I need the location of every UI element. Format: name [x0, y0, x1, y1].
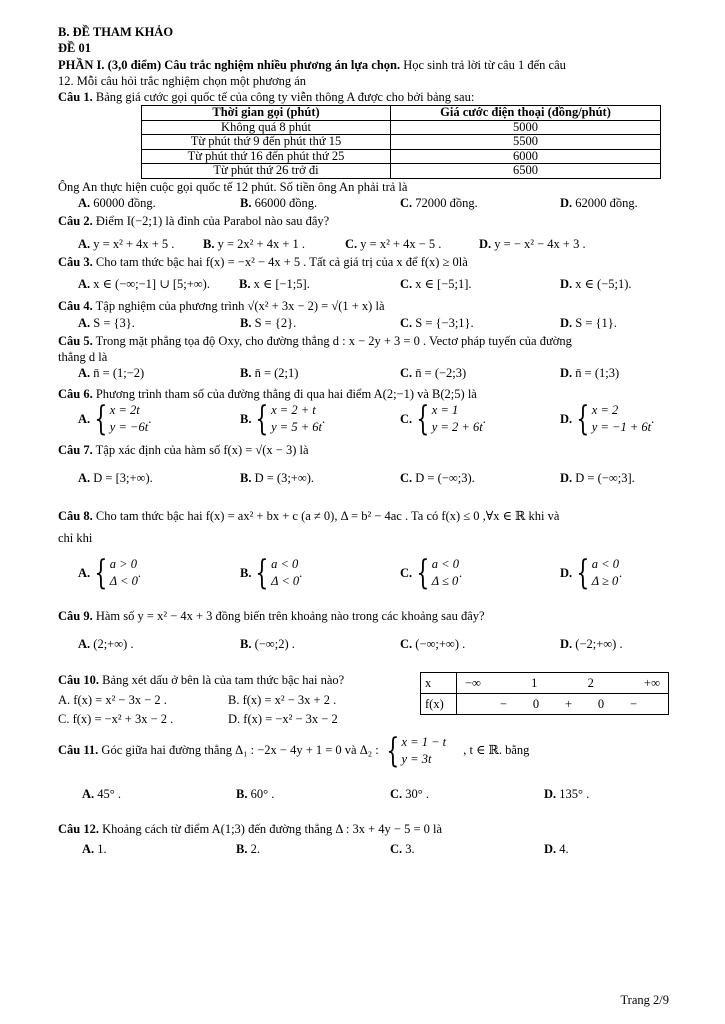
option[interactable]: B. 66000 đồng. — [240, 196, 318, 210]
option[interactable]: A. n̄ = (1;−2) — [78, 366, 145, 381]
question-3-options — [78, 276, 669, 292]
question-2-options — [78, 236, 669, 252]
question-5: Câu 5. Trong mặt phẳng tọa độ Oxy, cho đường thẳng d : x − 2y + 3 = 0 . Vectơ pháp tuyến của đường — [58, 333, 572, 348]
option[interactable]: A. { a > 0 Δ < 0 . — [78, 552, 141, 593]
option[interactable]: B. D = (3;+∞). — [240, 471, 315, 485]
option[interactable]: C. x ∈ [−5;1]. — [400, 277, 472, 291]
question-9: Câu 9. Hàm số y = x² − 4x + 3 đồng biến trên khoảng nào trong các khoảng sau đây? — [58, 608, 485, 623]
option[interactable]: C. f(x) = −x² + 3x − 2 . — [58, 711, 174, 726]
option[interactable]: C. { x = 1 y = 2 + 6t . — [400, 398, 486, 439]
question-8-line2: chỉ khi — [58, 530, 93, 545]
price-table-cell: Từ phút thứ 26 trở đi — [142, 164, 391, 179]
option[interactable]: C. { a < 0 Δ ≤ 0 . — [400, 552, 463, 593]
sign-table-cell: 0 — [597, 697, 605, 712]
price-table-cell: 6500 — [391, 164, 661, 179]
question-7: Câu 7. Tập xác định của hàm số f(x) = √(x − 3) là — [58, 442, 309, 457]
option[interactable]: C. n̄ = (−2;3) — [400, 366, 467, 381]
question-12: Câu 12. Khoảng cách từ điểm A(1;3) đến đường thẳng Δ : 3x + 4y − 5 = 0 là — [58, 821, 443, 836]
sign-table-cell: 1 — [531, 676, 538, 691]
question-7-options — [78, 470, 669, 486]
price-table-cell: 6000 — [391, 149, 661, 164]
option[interactable]: C. y = x² + 4x − 5 . — [345, 236, 442, 251]
option[interactable]: B. S = {2}. — [240, 315, 297, 330]
option[interactable]: D. { x = 2 y = −1 + 6t . — [560, 398, 655, 439]
option[interactable]: D. f(x) = −x² − 3x − 2 — [228, 711, 338, 726]
section-heading: B. ĐỀ THAM KHẢO — [58, 25, 174, 39]
price-table — [141, 105, 661, 179]
question-8-options — [78, 552, 669, 593]
sign-table-cell: f(x) — [421, 694, 457, 715]
option[interactable]: C. 72000 đồng. — [400, 196, 478, 210]
question-4: Câu 4. Tập nghiệm của phương trình √(x² + 3x − 2) = √(1 + x) là — [58, 299, 385, 314]
option[interactable]: B. 2. — [236, 841, 260, 856]
sign-table-cell: −∞ — [465, 676, 481, 691]
option[interactable]: B. { x = 2 + t y = 5 + 6t . — [240, 398, 326, 439]
question-5-options — [78, 365, 669, 381]
option[interactable]: B. (−∞;2) . — [240, 637, 295, 651]
price-table-cell: Không quá 8 phút — [142, 120, 391, 135]
question-12-options — [82, 841, 669, 857]
question-5-line2: thẳng d là — [58, 350, 108, 364]
option[interactable]: D. x ∈ (−5;1). — [560, 277, 632, 291]
option[interactable]: D. 62000 đồng. — [560, 196, 638, 210]
option[interactable]: B. 60° . — [236, 787, 275, 802]
option[interactable]: B. n̄ = (2;1) — [240, 366, 299, 381]
option[interactable]: D. S = {1}. — [560, 315, 617, 330]
option[interactable]: C. D = (−∞;3). — [400, 471, 475, 485]
question-6: Câu 6. Phương trình tham số của đường thẳng đi qua hai điểm A(2;−1) và B(2;5) là — [58, 386, 477, 401]
option[interactable]: D. n̄ = (1;3) — [560, 366, 620, 381]
option[interactable]: A. x ∈ (−∞;−1] ∪ [5;+∞). — [78, 277, 210, 291]
sign-table-cell: 0 — [532, 697, 540, 712]
part1-intro-line2: 12. Mỗi câu hỏi trắc nghiệm chọn một phương án — [58, 73, 307, 88]
sign-table-cell: + — [564, 697, 573, 712]
price-table-cell: Từ phút thứ 16 đến phút thứ 25 — [142, 149, 391, 164]
sign-table — [420, 672, 669, 715]
price-table-header: Thời gian gọi (phút) — [142, 106, 391, 121]
option[interactable]: D. 4. — [544, 841, 569, 856]
sign-table-cell: +∞ — [644, 676, 660, 691]
sign-table-cell: 2 — [587, 676, 594, 691]
option[interactable]: B. y = 2x² + 4x + 1 . — [203, 236, 305, 251]
option[interactable]: A. 1. — [82, 841, 107, 856]
option[interactable]: C. S = {−3;1}. — [400, 315, 474, 330]
option[interactable]: C. 3. — [390, 841, 415, 856]
sign-table-cell: − — [499, 697, 507, 712]
option[interactable]: A. 60000 đồng. — [78, 196, 156, 210]
question-1: Câu 1. Bảng giá cước gọi quốc tế của công ty viễn thông A được cho bởi bảng sau: — [58, 90, 475, 104]
option[interactable]: A. D = [3;+∞). — [78, 471, 153, 485]
question-9-options — [78, 636, 669, 652]
page-number: Trang 2/9 — [620, 993, 669, 1007]
option[interactable]: C. 30° . — [390, 787, 430, 802]
sign-table-row — [457, 694, 669, 715]
question-1-followup: Ông An thực hiện cuộc gọi quốc tế 12 phút. Số tiền ông An phải trả là — [58, 179, 408, 194]
option[interactable]: C. (−∞;+∞) . — [400, 637, 466, 651]
option[interactable]: D. D = (−∞;3]. — [560, 471, 635, 485]
option[interactable]: A. y = x² + 4x + 5 . — [78, 236, 175, 251]
option[interactable]: B. f(x) = x² − 3x + 2 . — [228, 692, 337, 707]
question-8: Câu 8. Cho tam thức bậc hai f(x) = ax² + bx + c (a ≠ 0), Δ = b² − 4ac . Ta có f(x) ≤ 0 ,∀x ∈ ℝ khi và — [58, 509, 560, 524]
question-10-block — [58, 672, 669, 724]
option[interactable]: A. S = {3}. — [78, 315, 135, 330]
question-4-options — [78, 315, 669, 331]
question-1-options — [78, 195, 669, 211]
option[interactable]: A. { x = 2t y = −6t . — [78, 398, 152, 439]
question-11-options — [82, 786, 669, 802]
price-table-header: Giá cước điện thoại (đồng/phút) — [391, 106, 661, 121]
option[interactable]: B. x ∈ [−1;5]. — [239, 277, 310, 291]
question-6-options — [78, 398, 669, 439]
option[interactable]: A. f(x) = x² − 3x − 2 . — [58, 692, 167, 707]
option[interactable]: D. 135° . — [544, 787, 590, 802]
sign-table-cell: x — [421, 673, 457, 694]
question-11: Câu 11. Góc giữa hai đường thẳng Δ₁ : −2x − 4y + 1 = 0 và Δ₂ : { x = 1 − t y = 3t , t ∈ ℝ. bằng — [58, 731, 530, 772]
question-3: Câu 3. Cho tam thức bậc hai f(x) = −x² − 4x + 5 . Tất cả giá trị của x để f(x) ≥ 0là — [58, 254, 468, 269]
option[interactable]: A. 45° . — [82, 787, 122, 802]
option[interactable]: D. y = − x² − 4x + 3 . — [479, 236, 586, 251]
price-table-cell: 5000 — [391, 120, 661, 135]
option[interactable]: B. { a < 0 Δ < 0 . — [240, 552, 303, 593]
price-table-cell: 5500 — [391, 135, 661, 150]
question-2: Câu 2. Điểm I(−2;1) là đỉnh của Parabol nào sau đây? — [58, 214, 330, 229]
price-table-cell: Từ phút thứ 9 đến phút thứ 15 — [142, 135, 391, 150]
option[interactable]: D. (−2;+∞) . — [560, 637, 623, 651]
option[interactable]: D. { a < 0 Δ ≥ 0 . — [560, 552, 623, 593]
sign-table-cell: − — [629, 697, 638, 712]
option[interactable]: A. (2;+∞) . — [78, 637, 134, 651]
sign-table-row — [457, 673, 669, 694]
question-10: Câu 10. Bảng xét dấu ở bên là của tam thức bậc hai nào? — [58, 673, 345, 688]
exam-number: ĐỀ 01 — [58, 41, 91, 56]
part1-intro: PHẦN I. (3,0 điểm) Câu trắc nghiệm nhiều phương án lựa chọn. Học sinh trả lời từ câu 1 đến câu — [58, 57, 566, 72]
